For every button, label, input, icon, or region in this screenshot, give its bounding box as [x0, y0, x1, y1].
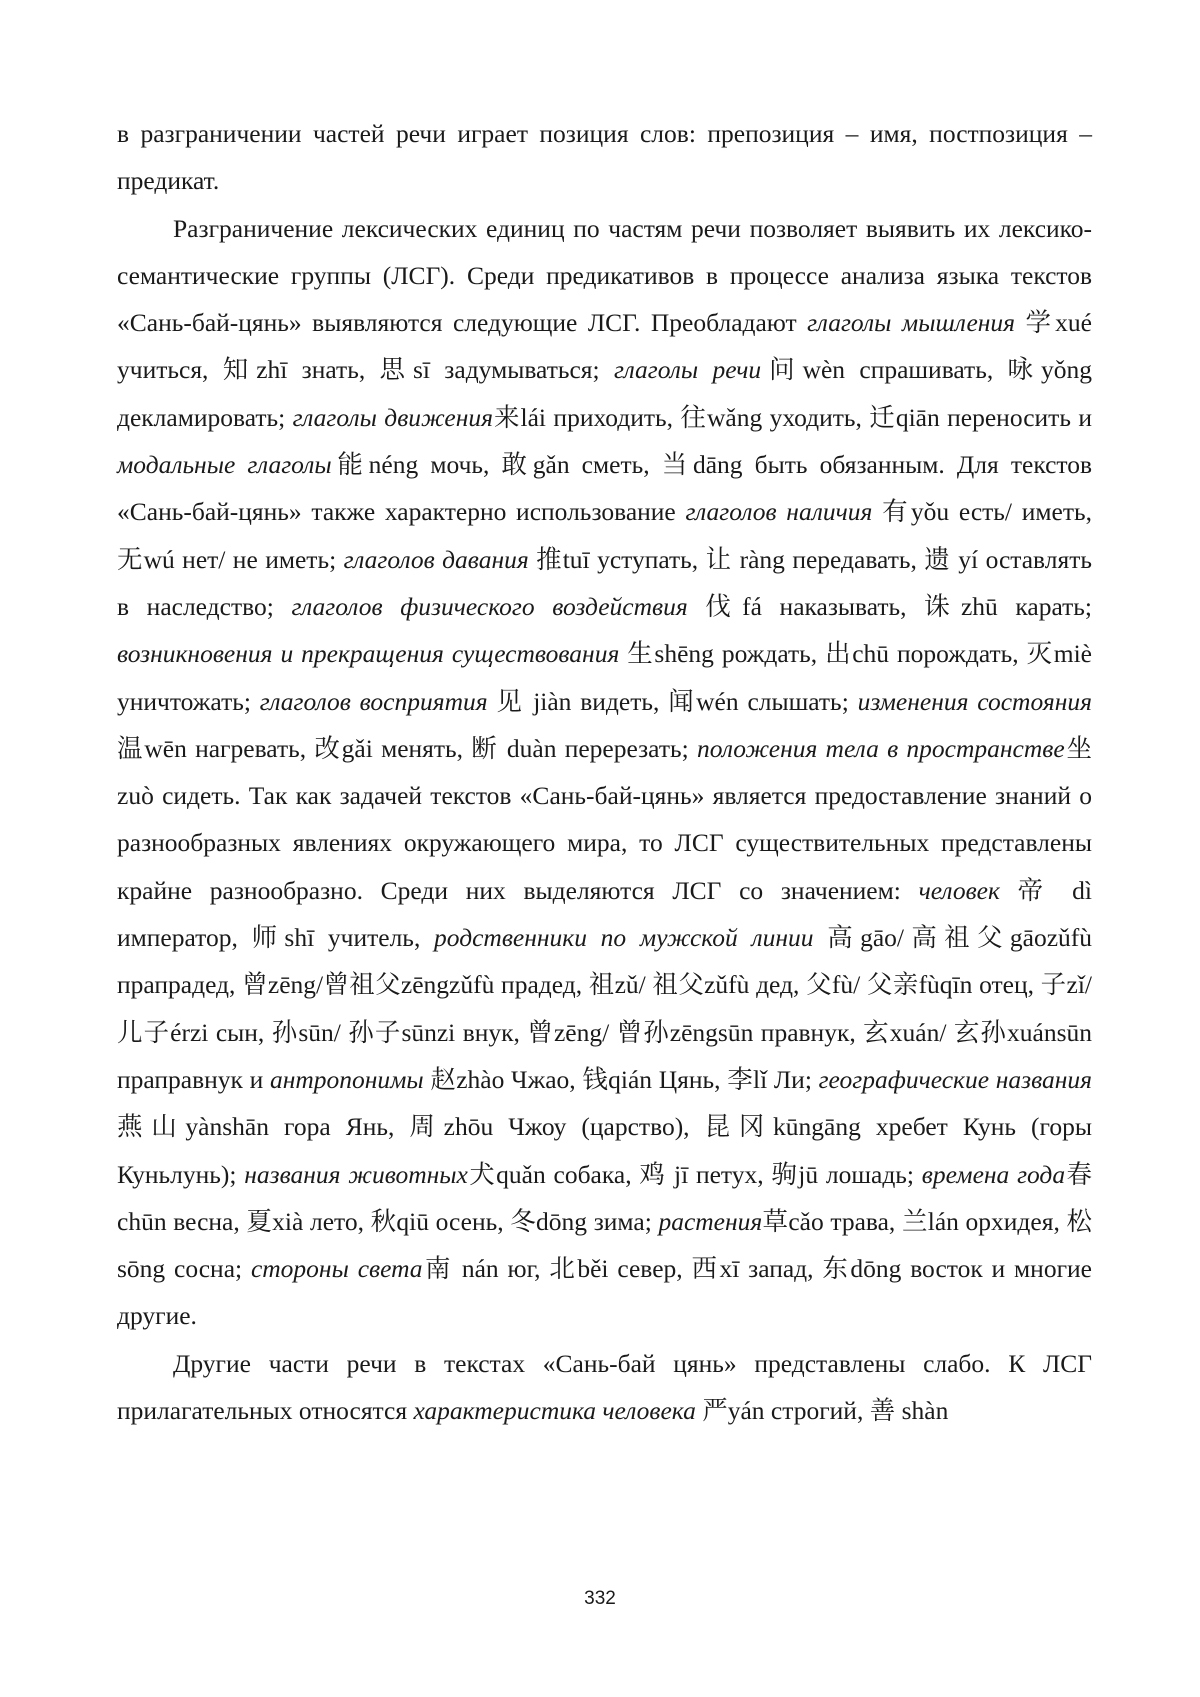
italic-term: глаголы мышления — [807, 308, 1016, 338]
text-run: 温wēn нагревать, 改gǎi менять, 断 duàn перерезать; — [117, 733, 697, 763]
text-run: 高gāo/高祖父gāozǔfù прапрадед, 曾zēng/曾祖父zēngzǔfù прадед, 祖zǔ/ 祖父zǔfù дед, 父fù/ 父亲fùqīn отец, 子zǐ/ 儿子érzi сын, 孙sūn/ 孙子sūnzi внук, 曾zēng/ 曾孙zēngsūn правнук, 玄xuán/ 玄孙xuánsūn праправнук и — [117, 923, 1093, 1094]
paragraph — [117, 1340, 1092, 1435]
italic-term: времена года — [921, 1159, 1066, 1189]
text-run: 有yǒu есть/ иметь, 无wú нет/ не иметь; — [117, 497, 1092, 574]
italic-term: человек — [918, 875, 1000, 905]
text-run: 生shēng рождать, 出chū порождать, 灭miè уничтожать; — [117, 639, 1092, 716]
text-run: Разграничение лексических единиц по частям речи позволяет выявить их лексико-семантические группы (ЛСГ). Среди предикативов в процессе анализа языка текстов «Сань-бай-цянь» выявляются следующие ЛСГ. Преобладают — [117, 213, 1092, 338]
italic-term: антропонимы — [269, 1064, 424, 1094]
page-number: 332 — [584, 1588, 616, 1609]
italic-term: глаголов восприятия — [259, 686, 488, 716]
text-run: в разграничении частей речи играет позиция слов: препозиция – имя, постпозиция – предикат. — [117, 119, 1092, 196]
text-run: 坐zuò сидеть. Так как задачей текстов «Сань-бай-цянь» является предоставление знаний о разнообразных явлениях окружающего мира, то ЛСГ существительных представлены крайне разнообразно. Среди них выделяются ЛСГ со значением: — [117, 733, 1093, 905]
italic-term: глаголов физического воздействия — [291, 591, 688, 621]
paragraph — [117, 205, 1092, 1340]
text-run: 伐fá наказывать, 诛zhū карать; — [687, 591, 1092, 621]
text-run: 来lái приходить, 往wǎng уходить, 迁qiān переносить и — [492, 402, 1092, 432]
text-run: Другие части речи в текстах «Сань-бай цянь» представлены слабо. К ЛСГ прилагательных относятся — [117, 1348, 1092, 1426]
text-run: 推tuī уступать, 让 ràng передавать, 遗 yí оставлять в наследство; — [117, 544, 1092, 621]
italic-term: положения тела в пространстве — [696, 733, 1065, 763]
italic-term: названия животных — [244, 1159, 468, 1189]
body-text — [117, 110, 1092, 1434]
italic-term: глаголы движения — [292, 402, 493, 432]
italic-term: стороны света — [250, 1254, 423, 1284]
italic-term: глаголов давания — [343, 544, 529, 574]
italic-term: возникновения и прекращения существования — [117, 639, 620, 669]
italic-term: изменения состояния — [857, 686, 1092, 716]
italic-term: родственники по мужской линии — [434, 923, 814, 953]
text-run: 问wèn спрашивать, 咏yǒng декламировать; — [117, 355, 1092, 432]
text-run: 学xué учиться, 知zhī знать, 思sī задумываться; — [117, 308, 1092, 385]
text-run: 帝 dì император, 师shī учитель, — [117, 875, 1092, 953]
text-run: 春 chūn весна, 夏xià лето, 秋qiū осень, 冬dōng зима; — [117, 1159, 1092, 1236]
italic-term: географические названия — [818, 1064, 1092, 1094]
italic-term: глаголов наличия — [685, 497, 873, 527]
text-run: 见 jiàn видеть, 闻wén слышать; — [487, 686, 858, 716]
italic-term: глаголы речи — [613, 355, 762, 385]
text-run: 南 nán юг, 北běi север, 西xī запад, 东dōng восток и многие другие. — [117, 1254, 1093, 1331]
italic-term: растения — [658, 1206, 763, 1236]
text-run: 燕山yànshān гора Янь, 周zhōu Чжоу (царство), 昆冈kūngāng хребет Кунь (горы Куньлунь); — [117, 1112, 1092, 1189]
paragraph — [117, 110, 1092, 205]
text-run: 草cǎo трава, 兰lán орхидея, 松sōng сосна; — [117, 1206, 1092, 1284]
italic-term: модальные глаголы — [117, 450, 332, 480]
text-run: 能néng мочь, 敢gǎn сметь, 当dāng быть обязанным. Для текстов «Сань-бай-цянь» также характерно использование — [117, 450, 1092, 527]
text-run: 赵zhào Чжао, 钱qián Цянь, 李lǐ Ли; — [423, 1064, 819, 1094]
text-run: 犬quǎn собака, 鸡 jī петух, 驹jū лошадь; — [467, 1159, 922, 1189]
italic-term: характеристика человека — [413, 1396, 696, 1426]
text-run: 严yán строгий, 善 shàn — [695, 1396, 949, 1426]
